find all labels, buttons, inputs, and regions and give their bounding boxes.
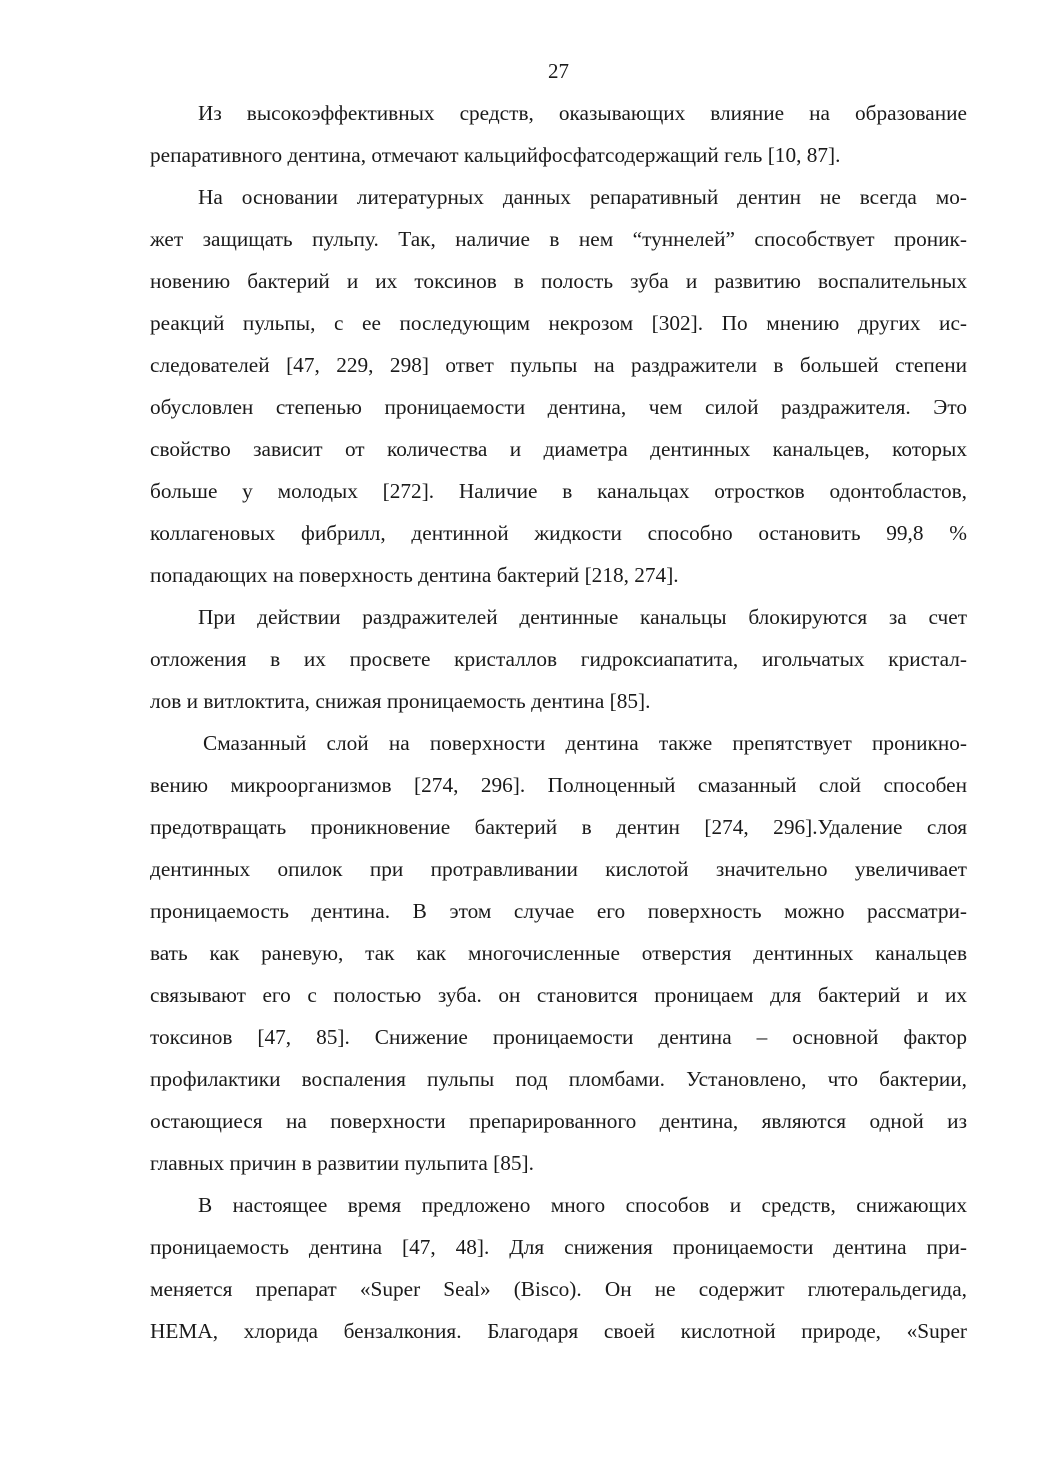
paragraph-line: меняется препарат «Super Seal» (Bisco). Он не содержит глютеральдегида,	[150, 1277, 967, 1301]
paragraph-3	[150, 596, 967, 722]
paragraph-line: При действии раздражителей дентинные канальцы блокируются за счет	[198, 605, 967, 629]
paragraph-line: следователей [47, 229, 298] ответ пульпы на раздражители в большей степени	[150, 353, 967, 377]
paragraph-line: реакций пульпы, с ее последующим некрозом [302]. По мнению других ис-	[150, 311, 967, 335]
paragraph-line: репаративного дентина, отмечают кальцийфосфатсодержащий гель [10, 87].	[150, 143, 841, 167]
paragraph-line: отложения в их просвете кристаллов гидроксиапатита, игольчатых кристал-	[150, 647, 967, 671]
paragraph-line: коллагеновых фибрилл, дентинной жидкости способно остановить 99,8 %	[150, 521, 967, 545]
paragraph-line: токсинов [47, 85]. Снижение проницаемости дентина – основной фактор	[150, 1025, 967, 1049]
paragraph-line: главных причин в развитии пульпита [85].	[150, 1151, 534, 1175]
paragraph-1	[150, 92, 967, 176]
paragraph-line: обусловлен степенью проницаемости дентина, чем силой раздражителя. Это	[150, 395, 967, 419]
paragraph-line: На основании литературных данных репаративный дентин не всегда мо-	[198, 185, 967, 209]
paragraph-5	[150, 1184, 967, 1352]
paragraph-line: больше у молодых [272]. Наличие в канальцах отростков одонтобластов,	[150, 479, 967, 503]
paragraph-line: жет защищать пульпу. Так, наличие в нем “туннелей” способствует проник-	[150, 227, 967, 251]
paragraph-line: Смазанный слой на поверхности дентина также препятствует проникно-	[203, 731, 967, 755]
paragraph-line: дентинных опилок при протравливании кислотой значительно увеличивает	[150, 857, 967, 881]
paragraph-line: проницаемость дентина [47, 48]. Для снижения проницаемости дентина при-	[150, 1235, 967, 1259]
paragraph-line: профилактики воспаления пульпы под пломбами. Установлено, что бактерии,	[150, 1067, 967, 1091]
paragraph-line: попадающих на поверхность дентина бактерий [218, 274].	[150, 563, 679, 587]
paragraph-line: предотвращать проникновение бактерий в дентин [274, 296].Удаление слоя	[150, 815, 967, 839]
document-page	[150, 56, 967, 1352]
paragraph-line: В настоящее время предложено много способов и средств, снижающих	[198, 1193, 967, 1217]
page-number: 27	[548, 59, 569, 83]
paragraph-line: проницаемость дентина. В этом случае его поверхность можно рассматри-	[150, 899, 967, 923]
paragraph-line: вению микроорганизмов [274, 296]. Полноценный смазанный слой способен	[150, 773, 967, 797]
paragraph-line: остающиеся на поверхности препарированного дентина, являются одной из	[150, 1109, 967, 1133]
paragraph-2	[150, 176, 967, 596]
paragraph-line: свойство зависит от количества и диаметра дентинных канальцев, которых	[150, 437, 967, 461]
paragraph-line: HEMA, хлорида бензалкония. Благодаря своей кислотной природе, «Super	[150, 1319, 967, 1343]
paragraph-line: Из высокоэффективных средств, оказывающих влияние на образование	[198, 101, 967, 125]
paragraph-line: новению бактерий и их токсинов в полость зуба и развитию воспалительных	[150, 269, 967, 293]
paragraph-line: вать как раневую, так как многочисленные отверстия дентинных канальцев	[150, 941, 967, 965]
paragraph-4	[150, 722, 967, 1184]
paragraph-line: лов и витлоктита, снижая проницаемость дентина [85].	[150, 689, 651, 713]
paragraph-line: связывают его с полостью зуба. он становится проницаем для бактерий и их	[150, 983, 967, 1007]
